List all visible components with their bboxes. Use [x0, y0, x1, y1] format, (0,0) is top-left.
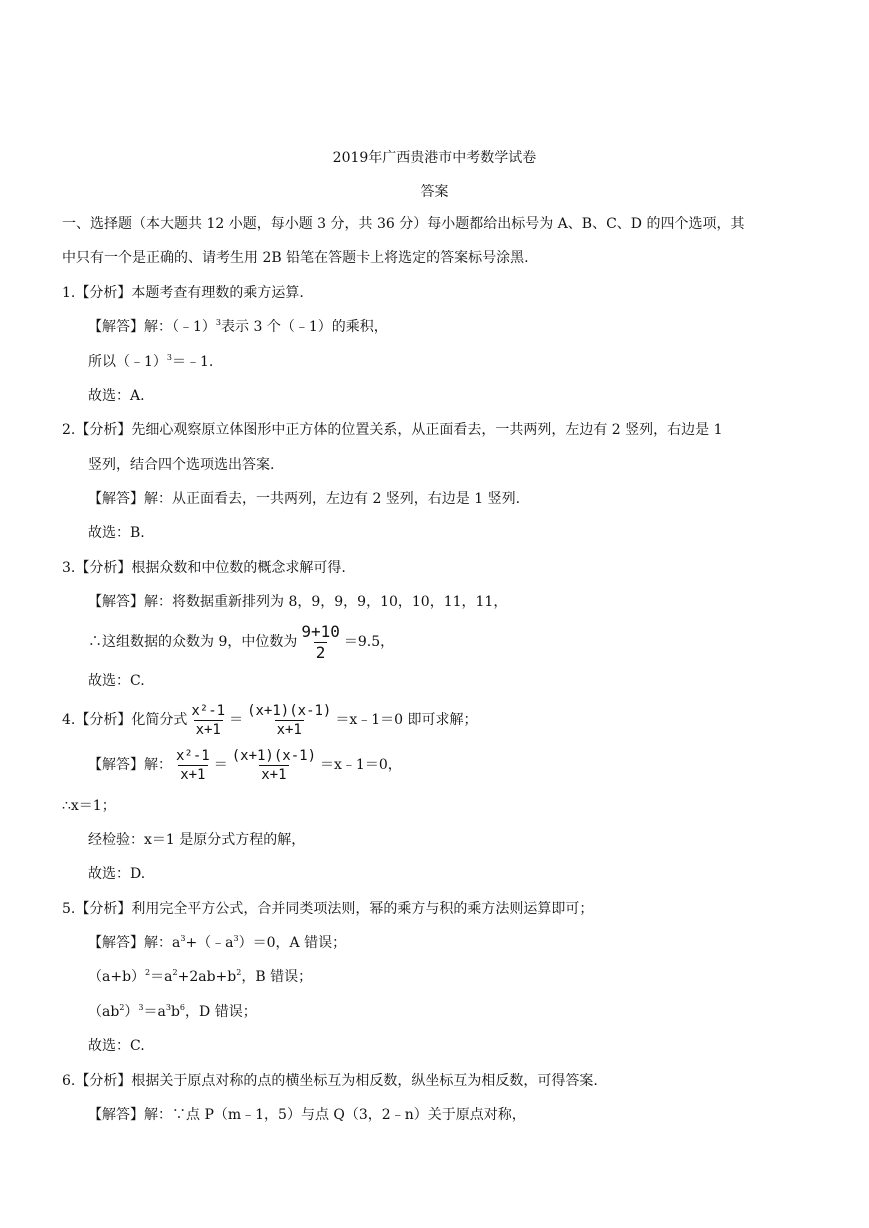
q4-solution-fraction-2 — [230, 748, 318, 783]
q3-fraction-numerator: 9+10 — [301, 621, 340, 641]
q4-analysis-fraction-1 — [189, 703, 227, 738]
q2-analysis-line-1: 2.【分析】先细心观察原立体图形中正方体的位置关系，从正面看去，一共两列，左边有 2 竖列，右边是 1 — [62, 422, 723, 438]
q5-b-exp-2: 2 — [172, 968, 178, 977]
q2-analysis-line-2: 竖列，结合四个选项选出答案. — [88, 457, 275, 473]
q2-solution: 【解答】解：从正面看去，一共两列，左边有 2 竖列，右边是 1 竖列. — [88, 491, 521, 507]
q5-b-text-1: （a+b） — [88, 969, 146, 985]
q1-result-text-b: ＝﹣1. — [172, 354, 214, 370]
q3-median-text-a: ∴这组数据的众数为 9，中位数为 — [88, 634, 298, 650]
q1-solution-text-a: 【解答】解：（﹣1） — [88, 319, 216, 335]
q4-solution-text-a: 【解答】解： — [88, 757, 172, 773]
q4-sol-fraction-2-numerator: (x+1)(x-1) — [231, 747, 317, 764]
q4-fraction-1-numerator: x²-1 — [191, 702, 226, 719]
q5-solution-option-b — [88, 967, 312, 987]
q5-b-exp-3: 2 — [236, 968, 242, 977]
q4-fraction-2-denominator: x+1 — [276, 721, 302, 738]
q4-analysis-text-b: ＝x﹣1＝0 即可求解； — [335, 712, 478, 728]
q4-choice: 故选：D. — [88, 866, 146, 882]
q4-analysis-equals: ＝ — [229, 712, 244, 728]
section-heading-line-2: 中只有一个是正确的、请考生用 2B 铅笔在答题卡上将选定的答案标号涂黑. — [62, 250, 529, 266]
q1-analysis: 1.【分析】本题考查有理数的乘方运算. — [62, 285, 304, 301]
q5-a-exp-2: 3 — [233, 934, 239, 943]
q5-a-text-1: 【解答】解：a — [88, 935, 181, 951]
document-title: 2019年广西贵港市中考数学试卷 — [332, 150, 537, 166]
q5-d-exp-3: 3 — [165, 1003, 171, 1012]
section-heading-line-1: 一、选择题（本大题共 12 小题，每小题 3 分，共 36 分）每小题都给出标号为 A、B、C、D 的四个选项，其 — [62, 216, 745, 232]
q3-median-fraction — [299, 623, 342, 662]
q4-analysis-fraction-2 — [245, 703, 333, 738]
q4-result: ∴x＝1； — [62, 798, 116, 814]
q3-median-text-b: ＝9.5， — [343, 634, 395, 650]
q4-analysis-text-a: 4.【分析】化简分式 — [62, 712, 188, 728]
q5-d-text-3: ＝a — [143, 1004, 166, 1020]
q1-result-exponent: 3 — [166, 353, 173, 362]
q1-solution — [88, 317, 388, 337]
q3-choice: 故选：C. — [88, 673, 145, 689]
q3-fraction-denominator: 2 — [315, 642, 326, 662]
q5-d-text-4: b — [170, 1004, 180, 1020]
q5-d-exp-2: 3 — [138, 1003, 144, 1012]
q5-solution-option-a — [88, 933, 346, 953]
q5-b-text-2: ＝a — [150, 969, 173, 985]
q2-choice: 故选：B. — [88, 525, 145, 541]
q5-solution-option-d — [88, 1002, 257, 1022]
q4-sol-fraction-2-denominator: x+1 — [261, 766, 287, 783]
q4-solution — [88, 745, 402, 785]
q1-choice: 故选：A. — [88, 388, 145, 404]
q1-result — [88, 352, 213, 372]
q4-analysis — [62, 700, 478, 740]
q5-b-exp-1: 2 — [145, 968, 151, 977]
q5-a-text-2: +（﹣a — [185, 935, 234, 951]
q5-b-text-3: +2ab+b — [177, 969, 237, 985]
q3-analysis: 3.【分析】根据众数和中位数的概念求解可得. — [62, 560, 346, 576]
q6-analysis: 6.【分析】根据关于原点对称的点的横坐标互为相反数，纵坐标互为相反数，可得答案. — [62, 1073, 598, 1089]
q5-d-text-2: ） — [124, 1004, 139, 1020]
answer-subtitle: 答案 — [420, 184, 449, 200]
q5-d-exp-1: 2 — [119, 1003, 125, 1012]
q5-analysis: 5.【分析】利用完全平方公式，合并同类项法则，幂的乘方与积的乘方法则运算即可； — [62, 901, 594, 917]
q4-sol-fraction-1-numerator: x²-1 — [176, 747, 210, 764]
q4-fraction-2-numerator: (x+1)(x-1) — [247, 702, 332, 719]
q5-b-text-4: ，B 错误； — [241, 969, 313, 985]
q5-d-text-5: ，D 错误； — [185, 1004, 257, 1020]
q5-d-exp-4: 6 — [179, 1003, 186, 1012]
q6-solution: 【解答】解：∵点 P（m﹣1，5）与点 Q（3，2﹣n）关于原点对称， — [88, 1107, 526, 1123]
q4-sol-fraction-1-denominator: x+1 — [180, 766, 206, 783]
q4-solution-equals: ＝ — [213, 757, 228, 773]
q5-choice: 故选：C. — [88, 1038, 145, 1054]
q4-solution-text-b: ＝x﹣1＝0， — [320, 757, 402, 773]
q5-a-exp-1: 3 — [180, 934, 186, 943]
q3-solution: 【解答】解：将数据重新排列为 8，9，9，9，10，10，11，11， — [88, 594, 508, 610]
q1-result-text-a: 所以（﹣1） — [88, 354, 167, 370]
q4-solution-fraction-1 — [174, 748, 212, 783]
q1-solution-exponent: 3 — [215, 318, 222, 327]
q1-solution-text-b: 表示 3 个（﹣1）的乘积， — [221, 319, 388, 335]
q4-fraction-1-denominator: x+1 — [195, 721, 221, 738]
q5-a-text-3: ）＝0，A 错误； — [238, 935, 347, 951]
q5-d-text-1: （ab — [88, 1004, 120, 1020]
q4-verification: 经检验：x＝1 是原分式方程的解， — [88, 832, 306, 848]
q3-median-line — [88, 622, 394, 662]
